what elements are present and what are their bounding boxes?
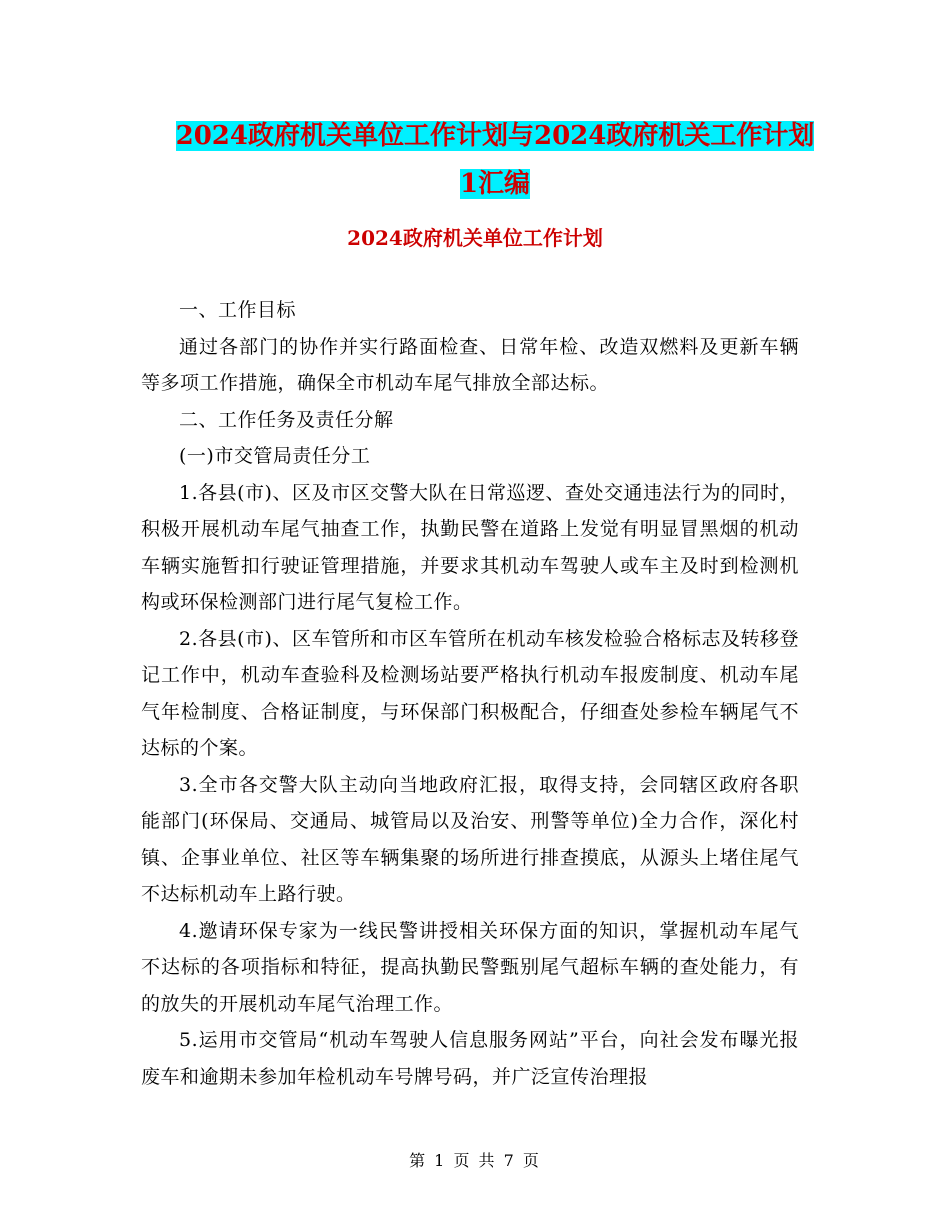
paragraph-item-2: 2.各县(市)、区车管所和市区车管所在机动车核发检验合格标志及转移登记工作中，机动车查验科及检测场站要严格执行机动车报废制度、机动车尾气年检制度、合格证制度，与环保部门积极配合，仔细查处参检车辆尾气不达标的个案。 [141, 627, 799, 759]
paragraph-item-1: 1.各县(市)、区及市区交警大队在日常巡逻、查处交通违法行为的同时，积极开展机动车尾气抽查工作，执勤民警在道路上发觉有明显冒黑烟的机动车辆实施暂扣行驶证管理措施，并要求其机动车驾驶人或车主及时到检测机构或环保检测部门进行尾气复检工作。 [141, 481, 799, 613]
document-title-line-2: 1汇编 [459, 169, 531, 199]
paragraph-item-4: 4.邀请环保专家为一线民警讲授相关环保方面的知识，掌握机动车尾气不达标的各项指标和特征，提高执勤民警甄别尾气超标车辆的查处能力，有的放失的开展机动车尾气治理工作。 [141, 919, 799, 1015]
document-title-line-1: 2024政府机关单位工作计划与2024政府机关工作计划 [175, 121, 815, 151]
paragraph-item-5: 5.运用市交管局“机动车驾驶人信息服务网站”平台，向社会发布曝光报废车和逾期未参加年检机动车号牌号码，并广泛宣传治理报 [141, 1029, 799, 1088]
heading-goal: 一、工作目标 [179, 299, 297, 321]
document-title [140, 112, 850, 208]
heading-tasks: 二、工作任务及责任分解 [179, 408, 394, 431]
page-footer: 第 1 页 共 7 页 [409, 1151, 541, 1170]
document-body [141, 292, 799, 1095]
section-title: 2024政府机关单位工作计划 [347, 226, 603, 250]
paragraph-item-3: 3.全市各交警大队主动向当地政府汇报，取得支持，会同辖区政府各职能部门(环保局、交通局、城管局以及治安、刑警等单位)全力合作，深化村镇、企事业单位、社区等车辆集聚的场所进行排查摸底，从源头上堵住尾气不达标机动车上路行驶。 [141, 773, 799, 905]
paragraph-goal: 通过各部门的协作并实行路面检查、日常年检、改造双燃料及更新车辆等多项工作措施，确保全市机动车尾气排放全部达标。 [141, 335, 799, 394]
subheading-traffic-bureau: (一)市交管局责任分工 [179, 445, 371, 467]
